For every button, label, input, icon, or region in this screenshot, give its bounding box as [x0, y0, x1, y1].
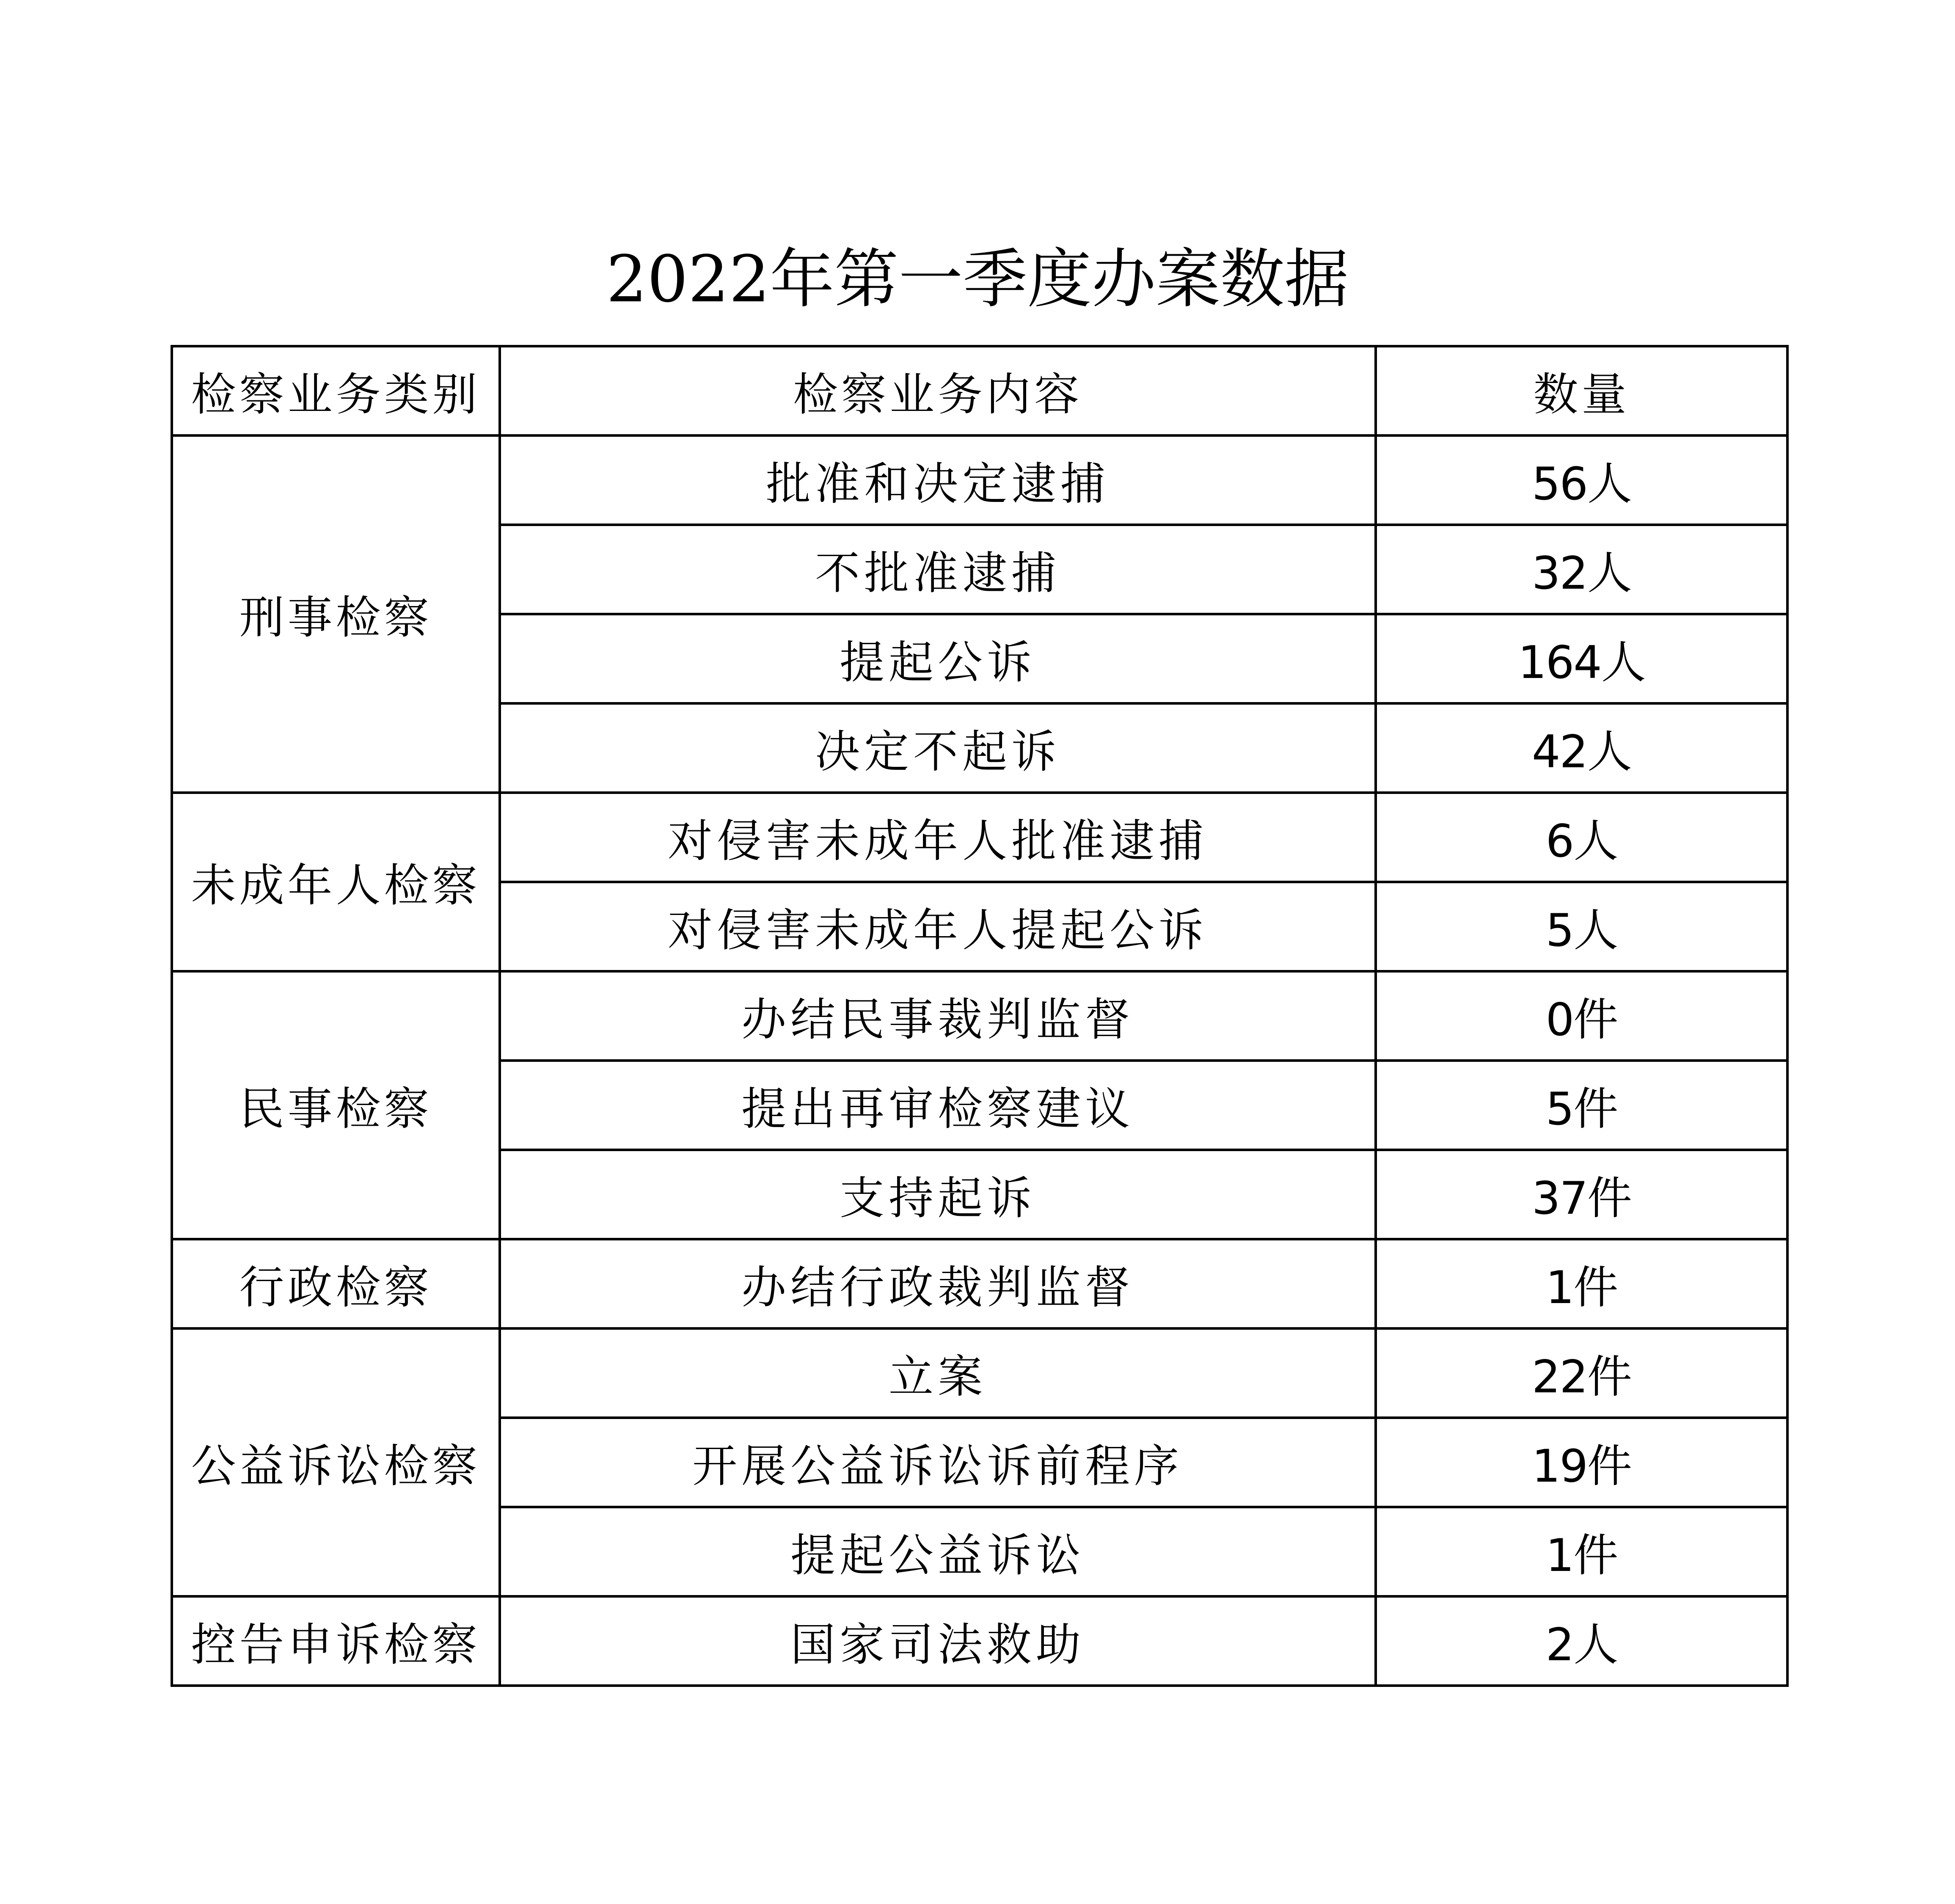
- quantity-cell: 42人: [1376, 703, 1787, 793]
- content-cell: 办结行政裁判监督: [500, 1239, 1376, 1328]
- content-cell: 开展公益诉讼诉前程序: [500, 1418, 1376, 1507]
- table-row: [172, 1596, 1787, 1686]
- content-cell: 提出再审检察建议: [500, 1061, 1376, 1150]
- quantity-cell: 6人: [1376, 793, 1787, 882]
- category-cell: 未成年人检察: [172, 793, 500, 971]
- content-cell: 对侵害未成年人提起公诉: [500, 882, 1376, 971]
- content-cell: 决定不起诉: [500, 703, 1376, 793]
- quantity-cell: 5件: [1376, 1061, 1787, 1150]
- table-row: [172, 793, 1787, 882]
- content-cell: 批准和决定逮捕: [500, 435, 1376, 525]
- header-content: 检察业务内容: [500, 346, 1376, 435]
- header-category: 检察业务类别: [172, 346, 500, 435]
- table-row: [172, 971, 1787, 1061]
- quantity-cell: 5人: [1376, 882, 1787, 971]
- case-data-table: [171, 345, 1789, 1687]
- quantity-cell: 22件: [1376, 1328, 1787, 1418]
- quantity-cell: 164人: [1376, 614, 1787, 703]
- content-cell: 立案: [500, 1328, 1376, 1418]
- content-cell: 提起公诉: [500, 614, 1376, 703]
- header-quantity: 数量: [1376, 346, 1787, 435]
- content-cell: 不批准逮捕: [500, 525, 1376, 614]
- quantity-cell: 1件: [1376, 1239, 1787, 1328]
- quantity-cell: 37件: [1376, 1150, 1787, 1239]
- category-cell: 控告申诉检察: [172, 1596, 500, 1686]
- quantity-cell: 2人: [1376, 1596, 1787, 1686]
- table-row: [172, 1239, 1787, 1328]
- quantity-cell: 19件: [1376, 1418, 1787, 1507]
- quantity-cell: 32人: [1376, 525, 1787, 614]
- category-cell: 行政检察: [172, 1239, 500, 1328]
- category-cell: 民事检察: [172, 971, 500, 1239]
- quantity-cell: 56人: [1376, 435, 1787, 525]
- content-cell: 办结民事裁判监督: [500, 971, 1376, 1061]
- category-cell: 公益诉讼检察: [172, 1328, 500, 1596]
- content-cell: 支持起诉: [500, 1150, 1376, 1239]
- table-row: [172, 435, 1787, 525]
- content-cell: 对侵害未成年人批准逮捕: [500, 793, 1376, 882]
- table-row: [172, 1328, 1787, 1418]
- category-cell: 刑事检察: [172, 435, 500, 793]
- content-cell: 国家司法救助: [500, 1596, 1376, 1686]
- page-title: 2022年第一季度办案数据: [606, 242, 1349, 317]
- quantity-cell: 0件: [1376, 971, 1787, 1061]
- quantity-cell: 1件: [1376, 1507, 1787, 1596]
- content-cell: 提起公益诉讼: [500, 1507, 1376, 1596]
- table-header-row: [172, 346, 1787, 435]
